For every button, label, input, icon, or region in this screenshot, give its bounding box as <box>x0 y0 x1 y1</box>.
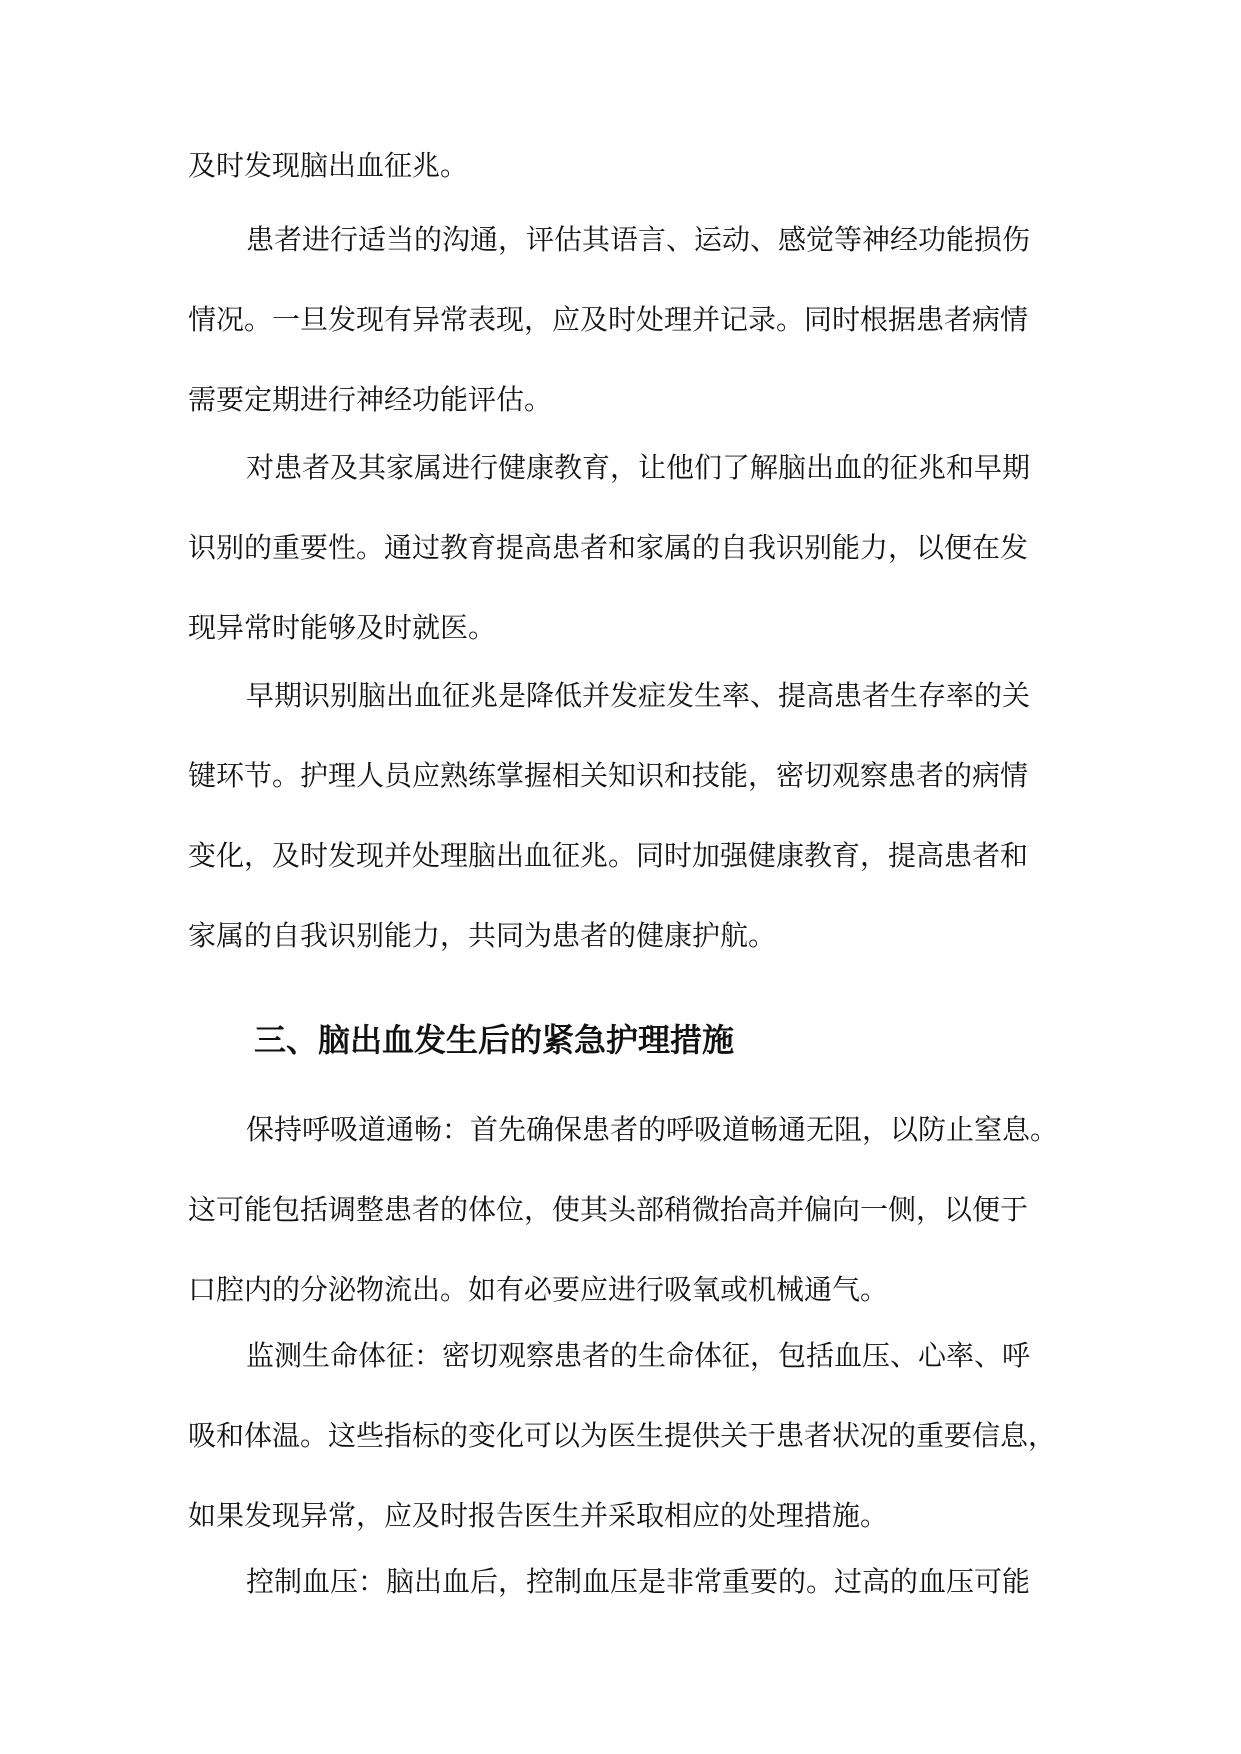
text-line: 患者进行适当的沟通，评估其语言、运动、感觉等神经功能损伤 <box>246 223 1031 256</box>
text-line: 口腔内的分泌物流出。如有必要应进行吸氧或机械通气。 <box>188 1273 889 1306</box>
paragraph-early-recognition-summary <box>188 656 1058 976</box>
text-line: 变化，及时发现并处理脑出血征兆。同时加强健康教育，提高患者和 <box>188 839 1029 872</box>
text-line: 需要定期进行神经功能评估。 <box>188 383 553 416</box>
text-line: 如果发现异常，应及时报告医生并采取相应的处理措施。 <box>188 1499 889 1532</box>
text-line: 监测生命体征：密切观察患者的生命体征，包括血压、心率、呼 <box>246 1339 1031 1372</box>
text-line: 家属的自我识别能力，共同为患者的健康护航。 <box>188 919 777 952</box>
text-line: 情况。一旦发现有异常表现，应及时处理并记录。同时根据患者病情 <box>188 303 1029 336</box>
text-line: 识别的重要性。通过教育提高患者和家属的自我识别能力，以便在发 <box>188 531 1029 564</box>
text-line: 键环节。护理人员应熟练掌握相关知识和技能，密切观察患者的病情 <box>188 759 1029 792</box>
text-line: 对患者及其家属进行健康教育，让他们了解脑出血的征兆和早期 <box>246 451 1031 484</box>
paragraph-airway <box>188 1090 1058 1330</box>
paragraph-neuro-assessment <box>188 200 1058 440</box>
text-line: 及时发现脑出血征兆。 <box>188 149 469 182</box>
text-line: 吸和体温。这些指标的变化可以为医生提供关于患者状况的重要信息， <box>188 1419 1057 1452</box>
text-line: 保持呼吸道通畅：首先确保患者的呼吸道畅通无阻，以防止窒息。 <box>246 1113 1059 1146</box>
paragraph-vital-signs <box>188 1316 1058 1556</box>
text-line: 现异常时能够及时就医。 <box>188 611 497 644</box>
paragraph-blood-pressure <box>188 1542 1058 1622</box>
paragraph-continuation <box>188 126 1058 206</box>
section-heading: 三、脑出血发生后的紧急护理措施 <box>254 1021 735 1059</box>
text-line: 这可能包括调整患者的体位，使其头部稍微抬高并偏向一侧，以便于 <box>188 1193 1029 1226</box>
text-line: 早期识别脑出血征兆是降低并发症发生率、提高患者生存率的关 <box>246 679 1031 712</box>
paragraph-health-education <box>188 428 1058 668</box>
text-line: 控制血压：脑出血后，控制血压是非常重要的。过高的血压可能 <box>246 1565 1031 1598</box>
